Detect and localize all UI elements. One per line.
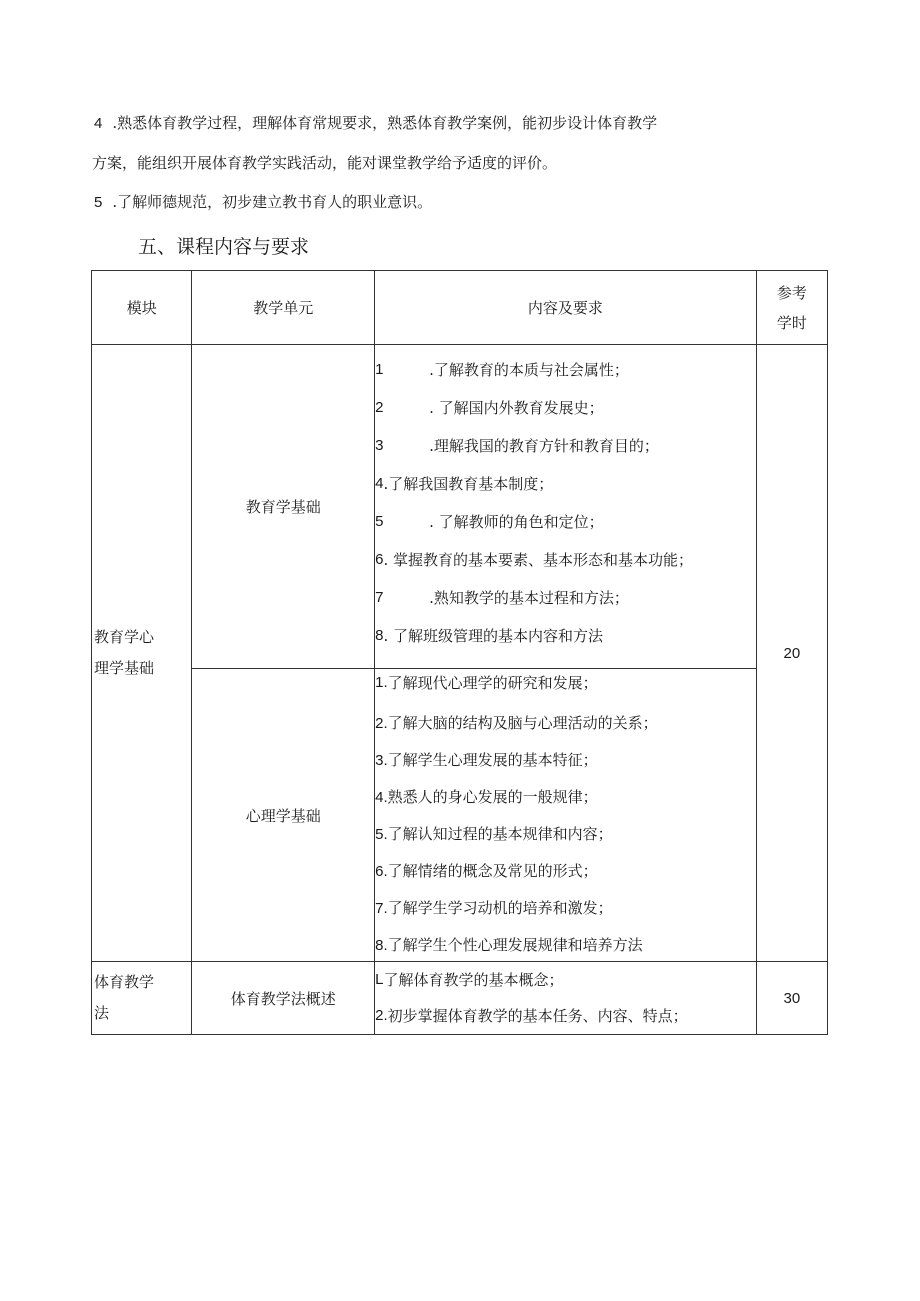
item-number: 8. (375, 937, 388, 954)
list-item (375, 465, 756, 503)
module-name-line1: 体育教学 (94, 973, 155, 991)
list-item (375, 617, 756, 655)
header-hours (756, 271, 827, 345)
paragraph-text: 方案，能组织开展体育教学实践活动，能对课堂教学给予适度的评价。 (92, 154, 558, 172)
item-number: 6 (375, 551, 384, 568)
list-item (375, 579, 756, 617)
list-item (375, 742, 756, 779)
list-item (375, 705, 756, 742)
paragraph-text: .了解师德规范，初步建立教书育人的职业意识。 (112, 193, 433, 211)
item-text: . 了解班级管理的基本内容和方法 (383, 627, 604, 645)
item-number: 2. (375, 1007, 388, 1024)
item-number: 1. (375, 674, 388, 691)
course-content-table (91, 270, 828, 1035)
list-item (375, 816, 756, 853)
unit-cell: 体育教学法概述 (192, 962, 375, 1035)
hours-cell: 20 (756, 345, 827, 962)
item-text: 熟悉人的身心发展的一般规律； (387, 788, 598, 806)
item-number: L (375, 971, 384, 988)
paragraph-number: 4 (94, 115, 103, 132)
table-row (92, 345, 828, 669)
section-heading: 五、课程内容与要求 (138, 236, 310, 258)
item-text: .了解我国教育基本制度； (383, 475, 554, 493)
list-item (375, 779, 756, 816)
module-cell (92, 962, 192, 1035)
item-text: 初步掌握体育教学的基本任务、内容、特点； (387, 1007, 688, 1025)
header-unit: 教学单元 (192, 271, 375, 345)
unit-cell: 教育学基础 (192, 345, 375, 669)
item-text: 了解体育教学的基本概念； (383, 971, 564, 989)
item-number: 7 (375, 589, 384, 606)
header-hours-line2: 学时 (776, 313, 807, 332)
item-number: 3. (375, 752, 388, 769)
list-item (375, 427, 756, 465)
item-text: . 了解国内外教育发展史； (429, 399, 604, 417)
header-content: 内容及要求 (375, 271, 757, 345)
item-number: 5 (375, 513, 384, 530)
paragraph-4-continued (92, 153, 557, 173)
item-text: 了解学生个性心理发展规律和培养方法 (387, 936, 643, 954)
item-text: 了解认知过程的基本规律和内容； (387, 825, 613, 843)
module-name-line2: 法 (94, 1004, 110, 1022)
item-text: .了解教育的本质与社会属性； (429, 361, 629, 379)
content-cell (375, 669, 757, 962)
item-number: 3 (375, 437, 384, 454)
item-number: 8 (375, 627, 384, 644)
item-text: 了解大脑的结构及脑与心理活动的关系； (387, 714, 658, 732)
hours-cell: 30 (756, 962, 827, 1035)
item-number: 6. (375, 863, 388, 880)
item-text: 了解学生心理发展的基本特征； (387, 751, 598, 769)
content-cell (375, 345, 757, 669)
item-number: 2 (375, 399, 384, 416)
list-item (375, 541, 756, 579)
paragraph-4 (94, 113, 657, 134)
list-item (375, 962, 756, 998)
unit-cell: 心理学基础 (192, 669, 375, 962)
list-item (375, 890, 756, 927)
header-hours-line1: 参考 (776, 283, 807, 302)
table-header-row (92, 271, 828, 345)
module-name-line1: 教育学心 (94, 628, 155, 646)
item-number: 5. (375, 826, 388, 843)
table-row (92, 669, 828, 962)
item-text: 了解情绪的概念及常见的形式； (387, 862, 598, 880)
module-name-line2: 理学基础 (94, 659, 155, 677)
list-item (375, 389, 756, 427)
item-number: 1 (375, 361, 384, 378)
table-row (92, 962, 828, 1035)
module-cell (92, 345, 192, 962)
item-number: 7. (375, 900, 388, 917)
item-text: . 了解教师的角色和定位； (429, 513, 604, 531)
list-item (375, 503, 756, 541)
paragraph-number: 5 (94, 194, 103, 211)
item-number: 2. (375, 715, 388, 732)
paragraph-5 (94, 192, 432, 213)
item-number: 4. (375, 789, 388, 806)
item-text: .熟知教学的基本过程和方法； (429, 589, 629, 607)
item-text: 了解现代心理学的研究和发展； (387, 674, 598, 692)
item-number: 4 (375, 475, 384, 492)
paragraph-text: .熟悉体育教学过程，理解体育常规要求，熟悉体育教学案例，能初步设计体育教学 (112, 114, 658, 132)
item-text: .理解我国的教育方针和教育目的； (429, 437, 659, 455)
list-item (375, 351, 756, 389)
item-text: . 掌握教育的基本要素、基本形态和基本功能； (383, 551, 694, 569)
header-module: 模块 (92, 271, 192, 345)
list-item (375, 853, 756, 890)
list-item (375, 669, 756, 705)
list-item (375, 998, 756, 1034)
item-text: 了解学生学习动机的培养和激发； (387, 899, 613, 917)
list-item (375, 927, 756, 960)
content-cell (375, 962, 757, 1035)
